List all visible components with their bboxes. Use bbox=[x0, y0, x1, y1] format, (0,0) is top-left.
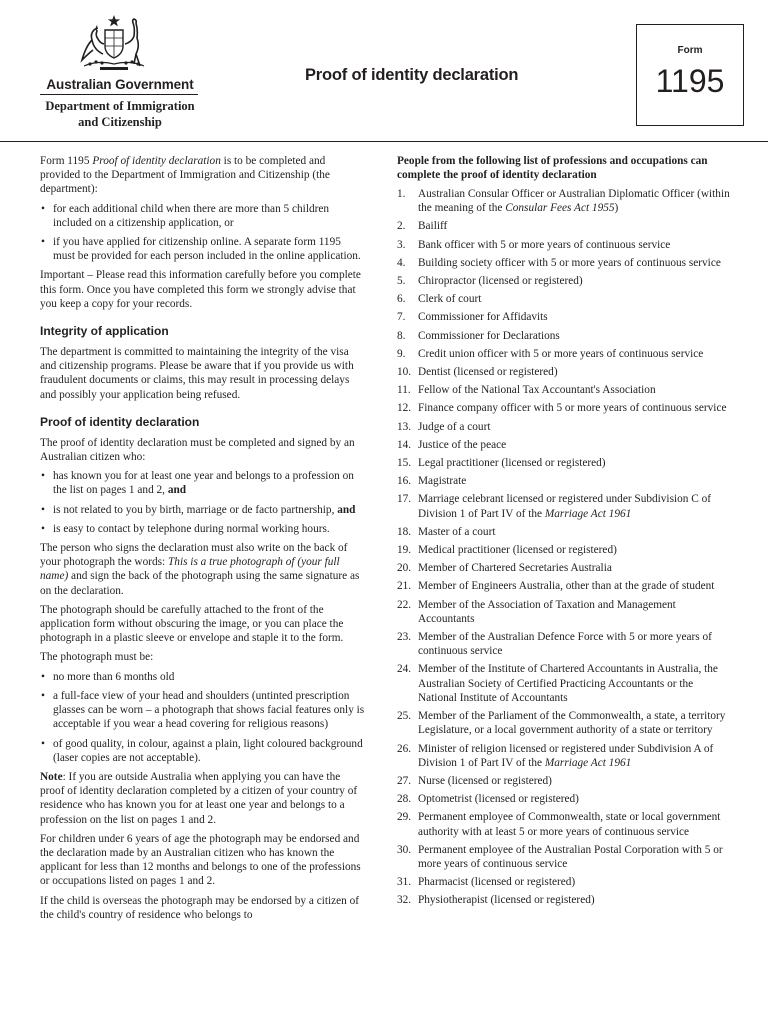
photo-endorsement-paragraph: The person who signs the declaration must also write on the back of your photograph the words: This is a true photograph of (your full name) and sign the back of the photograph using the same signature as on the declaration. bbox=[40, 542, 360, 597]
profession-text: Magistrate bbox=[418, 475, 467, 488]
right-column bbox=[397, 154, 732, 912]
act-name: Consular Fees Act 1955 bbox=[505, 202, 615, 215]
act-name: Marriage Act 1961 bbox=[544, 756, 632, 769]
profession-item bbox=[397, 219, 732, 233]
profession-item bbox=[397, 456, 732, 470]
profession-number: 29. bbox=[397, 811, 412, 824]
profession-item bbox=[397, 474, 732, 488]
profession-text: Medical practitioner (licensed or registered) bbox=[418, 544, 617, 557]
profession-text: Dentist (licensed or registered) bbox=[418, 366, 558, 379]
profession-item bbox=[397, 543, 732, 557]
profession-number: 2. bbox=[397, 220, 406, 233]
left-column bbox=[40, 154, 365, 927]
list-item: • for each additional child when there are more than 5 children included on a citizenship application, or bbox=[40, 202, 365, 230]
profession-text: Member of Chartered Secretaries Australia bbox=[418, 562, 612, 575]
profession-text: Credit union officer with 5 or more years of continuous service bbox=[418, 347, 704, 360]
profession-item bbox=[397, 383, 732, 397]
profession-number: 30. bbox=[397, 843, 412, 856]
professions-heading: People from the following list of professions and occupations can complete the proof of identity declaration bbox=[397, 155, 708, 181]
list-item: • no more than 6 months old bbox=[40, 670, 365, 684]
profession-item bbox=[397, 292, 732, 306]
profession-number: 8. bbox=[397, 329, 406, 342]
profession-item bbox=[397, 774, 732, 788]
profession-number: 10. bbox=[397, 366, 412, 379]
profession-text: Member of the Parliament of the Commonwealth, a state, a territory Legislature, or a local government authority of a state or territory bbox=[418, 710, 726, 737]
form-number: 1195 bbox=[655, 63, 725, 99]
profession-text: Pharmacist (licensed or registered) bbox=[418, 876, 576, 889]
photo-requirements-intro: The photograph must be: bbox=[40, 651, 154, 664]
profession-number: 28. bbox=[397, 793, 412, 806]
profession-number: 12. bbox=[397, 402, 412, 415]
list-item: • has known you for at least one year and belongs to a profession on the list on pages 1 and 2, and bbox=[40, 469, 365, 497]
form-label: Form bbox=[677, 45, 703, 56]
profession-number: 3. bbox=[397, 238, 406, 251]
profession-number: 5. bbox=[397, 275, 406, 288]
profession-text: Member of the Australian Defence Force with 5 or more years of continuous service bbox=[418, 631, 712, 658]
profession-text: Optometrist (licensed or registered) bbox=[418, 793, 579, 806]
profession-text: Clerk of court bbox=[418, 293, 482, 306]
header-divider bbox=[0, 141, 768, 142]
profession-item bbox=[397, 875, 732, 889]
profession-text: Permanent employee of Commonwealth, state or local government authority with at least 5 or more years of continuous service bbox=[418, 811, 721, 838]
profession-number: 20. bbox=[397, 562, 412, 575]
profession-text: Permanent employee of the Australian Postal Corporation with 5 or more years of continuous service bbox=[418, 843, 723, 870]
profession-item bbox=[397, 238, 732, 252]
profession-item bbox=[397, 709, 732, 737]
profession-text-suffix: ) bbox=[614, 202, 619, 215]
list-item: • is easy to contact by telephone during normal working hours. bbox=[40, 522, 365, 536]
profession-text: Member of the Association of Taxation and Management Accountants bbox=[418, 598, 676, 625]
profession-number: 6. bbox=[397, 293, 406, 306]
photo-requirements bbox=[40, 670, 365, 765]
coat-of-arms-icon bbox=[78, 14, 150, 72]
profession-text: Member of Engineers Australia, other than at the grade of student bbox=[418, 580, 715, 593]
profession-number: 9. bbox=[397, 347, 406, 360]
profession-item bbox=[397, 256, 732, 270]
children-paragraph: For children under 6 years of age the photograph may be endorsed and the declaration made by an Australian citizen who has known the applicant for less than 12 months and belongs to one of the professions or occupations listed on pages 1 and 2. bbox=[40, 832, 361, 888]
profession-text: Judge of a court bbox=[418, 420, 491, 433]
integrity-paragraph: The department is committed to maintaining the integrity of the visa and citizenship programs. Please be aware that if you provide us with fraudulent documents or claims, this may result in processing delays and possibly your application being refused. bbox=[40, 346, 354, 401]
government-name: Australian Government bbox=[46, 77, 194, 92]
profession-item bbox=[397, 579, 732, 593]
profession-item bbox=[397, 438, 732, 452]
profession-item bbox=[397, 598, 732, 626]
poi-paragraph: The proof of identity declaration must be completed and signed by an Australian citizen who: bbox=[40, 436, 355, 464]
profession-number: 15. bbox=[397, 457, 412, 470]
profession-item bbox=[397, 662, 732, 705]
list-item: • if you have applied for citizenship online. A separate form 1195 must be provided for each person included in the online application. bbox=[40, 235, 365, 263]
profession-text: Master of a court bbox=[418, 525, 496, 538]
profession-number: 23. bbox=[397, 631, 412, 644]
photo-attach-paragraph: The photograph should be carefully attached to the front of the application form without obscuring the image, or you can place the photograph in a plastic sleeve or envelope and staple it to the form. bbox=[40, 603, 344, 645]
profession-number: 1. bbox=[397, 188, 406, 200]
profession-text: Australian Consular Officer or Australian Diplomatic Officer (within the meaning of the bbox=[418, 188, 730, 215]
profession-number: 21. bbox=[397, 580, 412, 593]
intro-paragraph: Form 1195 Proof of identity declaration is to be completed and provided to the Department of Immigration and Citizenship (the department): bbox=[40, 155, 330, 196]
profession-text: Member of the Institute of Chartered Accountants in Australia, the Australian Society of Certified Practicing Accountants or the National Institute of Accountants bbox=[418, 663, 718, 704]
profession-number: 14. bbox=[397, 438, 412, 451]
professions-list bbox=[397, 187, 732, 908]
profession-item bbox=[397, 329, 732, 343]
intro-bullets bbox=[40, 202, 365, 264]
profession-item bbox=[397, 810, 732, 838]
profession-number: 16. bbox=[397, 475, 412, 488]
profession-number: 18. bbox=[397, 525, 412, 538]
profession-text: Bailiff bbox=[418, 220, 448, 233]
list-item: • is not related to you by birth, marriage or de facto partnership, and bbox=[40, 503, 365, 517]
profession-item bbox=[397, 525, 732, 539]
profession-number: 22. bbox=[397, 598, 412, 611]
department-line-1: Department of Immigration bbox=[45, 99, 195, 113]
profession-number: 27. bbox=[397, 774, 412, 787]
profession-number: 11. bbox=[397, 384, 411, 397]
profession-text: Finance company officer with 5 or more years of continuous service bbox=[418, 402, 727, 415]
profession-text: Fellow of the National Tax Accountant's Association bbox=[418, 384, 656, 397]
profession-text: Justice of the peace bbox=[418, 438, 507, 451]
logo-divider bbox=[40, 94, 198, 95]
profession-text: Minister of religion licensed or registered under Subdivision A of Division 1 of Part IV of the bbox=[418, 742, 714, 769]
department-line-2: and Citizenship bbox=[78, 115, 162, 129]
profession-item bbox=[397, 365, 732, 379]
profession-item bbox=[397, 742, 732, 770]
overseas-note: Note: If you are outside Australia when applying you can have the proof of identity declaration completed by a citizen of your country of residence who has known you for at least one year and belongs to a profession on the list on pages 1 and 2. bbox=[40, 770, 358, 826]
profession-item bbox=[397, 843, 732, 871]
overseas-child-paragraph: If the child is overseas the photograph may be endorsed by a citizen of the child's country of residence who belongs to bbox=[40, 894, 360, 921]
profession-text: Commissioner for Affidavits bbox=[418, 311, 548, 324]
signer-requirements bbox=[40, 469, 365, 536]
profession-item bbox=[397, 401, 732, 415]
profession-text: Marriage celebrant licensed or registered under Subdivision C of Division 1 of Part IV of the bbox=[418, 493, 711, 520]
important-notice: Important – Please read this information carefully before you complete this form. Once you have completed this form we strongly advise that you keep a copy for your records. bbox=[40, 269, 361, 310]
profession-item bbox=[397, 630, 732, 658]
profession-item bbox=[397, 420, 732, 434]
profession-item bbox=[397, 187, 732, 215]
profession-item bbox=[397, 893, 732, 907]
profession-number: 26. bbox=[397, 742, 412, 755]
department-name bbox=[40, 98, 200, 130]
profession-number: 19. bbox=[397, 544, 412, 557]
profession-item bbox=[397, 310, 732, 324]
profession-item bbox=[397, 274, 732, 288]
profession-number: 25. bbox=[397, 710, 412, 723]
profession-number: 4. bbox=[397, 256, 406, 269]
profession-number: 13. bbox=[397, 420, 412, 433]
profession-text: Bank officer with 5 or more years of continuous service bbox=[418, 238, 671, 251]
profession-item bbox=[397, 492, 732, 520]
poi-heading: Proof of identity declaration bbox=[40, 414, 200, 429]
list-item: • a full-face view of your head and shoulders (untinted prescription glasses can be worn – a photograph that shows facial features only is acceptable if you wear a head covering for religious reasons) bbox=[40, 689, 365, 732]
profession-text: Chiropractor (licensed or registered) bbox=[418, 275, 583, 288]
profession-text: Nurse (licensed or registered) bbox=[418, 774, 552, 787]
form-number-box bbox=[636, 24, 744, 126]
profession-text: Commissioner for Declarations bbox=[418, 329, 560, 342]
profession-number: 24. bbox=[397, 663, 412, 676]
profession-text: Legal practitioner (licensed or registered) bbox=[418, 457, 606, 470]
profession-text: Physiotherapist (licensed or registered) bbox=[418, 894, 595, 907]
profession-text: Building society officer with 5 or more years of continuous service bbox=[418, 256, 721, 269]
profession-item bbox=[397, 347, 732, 361]
profession-number: 32. bbox=[397, 894, 412, 907]
integrity-heading: Integrity of application bbox=[40, 324, 169, 339]
list-item: • of good quality, in colour, against a plain, light coloured background (laser copies are not acceptable). bbox=[40, 737, 365, 765]
profession-number: 7. bbox=[397, 311, 406, 324]
profession-number: 17. bbox=[397, 493, 412, 506]
profession-number: 31. bbox=[397, 876, 412, 889]
profession-item bbox=[397, 792, 732, 806]
profession-item bbox=[397, 561, 732, 575]
page-title: Proof of identity declaration bbox=[305, 66, 519, 84]
act-name: Marriage Act 1961 bbox=[544, 507, 632, 520]
